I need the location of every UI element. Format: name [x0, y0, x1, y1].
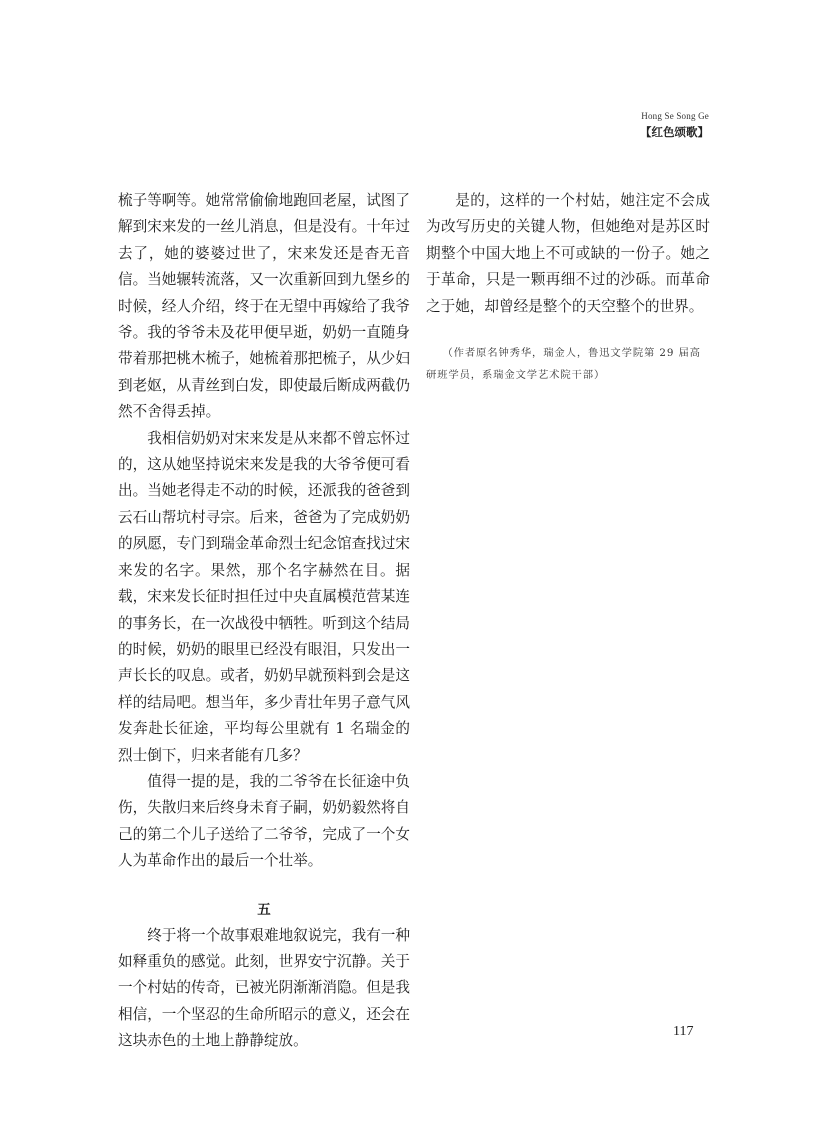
left-column — [118, 188, 410, 1055]
author-note: （作者原名钟秀华，瑞金人，鲁迅文学院第 29 届高研班学员，系瑞金文学艺术院干部） — [426, 347, 701, 382]
paragraph: 终于将一个故事艰难地叙说完，我有一种如释重负的感觉。此刻，世界安宁沉静。关于一个村姑的传奇，已被光阴渐渐消隐。但是我相信，一个坚忍的生命所昭示的意义，还会在这块赤色的土地上静静绽放。 — [118, 926, 410, 1050]
paragraph: 值得一提的是，我的二爷爷在长征途中负伤，失散归来后终身未育子嗣，奶奶毅然将自己的第二个儿子送给了二爷爷，完成了一个女人为革命作出的最后一个壮举。 — [118, 772, 410, 870]
right-column — [426, 188, 710, 386]
paragraph: 梳子等啊等。她常常偷偷地跑回老屋，试图了解到宋来发的一丝儿消息，但是没有。十年过去了，她的婆婆过世了，宋来发还是杳无音信。当她辗转流落，又一次重新回到九堡乡的时候，经人介绍，终于在无望中再嫁给了我爷爷。我的爷爷未及花甲便早逝，奶奶一直随身带着那把桃木梳子，她梳着那把梳子，从少妇到老妪，从青丝到白发，即使最后断成两截仍然不舍得丢掉。 — [118, 192, 410, 421]
page-number: 117 — [673, 1024, 694, 1039]
paragraph: 我相信奶奶对宋来发是从来都不曾忘怀过的，这从她坚持说宋来发是我的大爷爷便可看出。当她老得走不动的时候，还派我的爸爸到云石山帮坑村寻宗。后来，爸爸为了完成奶奶的夙愿，专门到瑞金革命烈士纪念馆查找过宋来发的名字。果然，那个名字赫然在目。据载，宋来发长征时担任过中央直属模范营某连的事务长，在一次战役中牺牲。听到这个结局的时候，奶奶的眼里已经没有眼泪，只发出一声长长的叹息。或者，奶奶早就预料到会是这样的结局吧。想当年，多少青壮年男子意气风发奔赴长征途，平均每公里就有 1 名瑞金的烈士倒下，归来者能有几多？ — [118, 429, 410, 764]
running-header — [640, 111, 709, 141]
paragraph: 是的，这样的一个村姑，她注定不会成为改写历史的关键人物，但她绝对是苏区时期整个中国大地上不可或缺的一份子。她之于革命，只是一颗再细不过的沙砾。而革命之于她，却曾经是整个的天空整个的世界。 — [426, 192, 710, 315]
header-pinyin: Hong Se Song Ge — [641, 111, 709, 121]
section-heading: 五 — [257, 901, 271, 918]
header-title: 【红色颂歌】 — [640, 125, 709, 139]
